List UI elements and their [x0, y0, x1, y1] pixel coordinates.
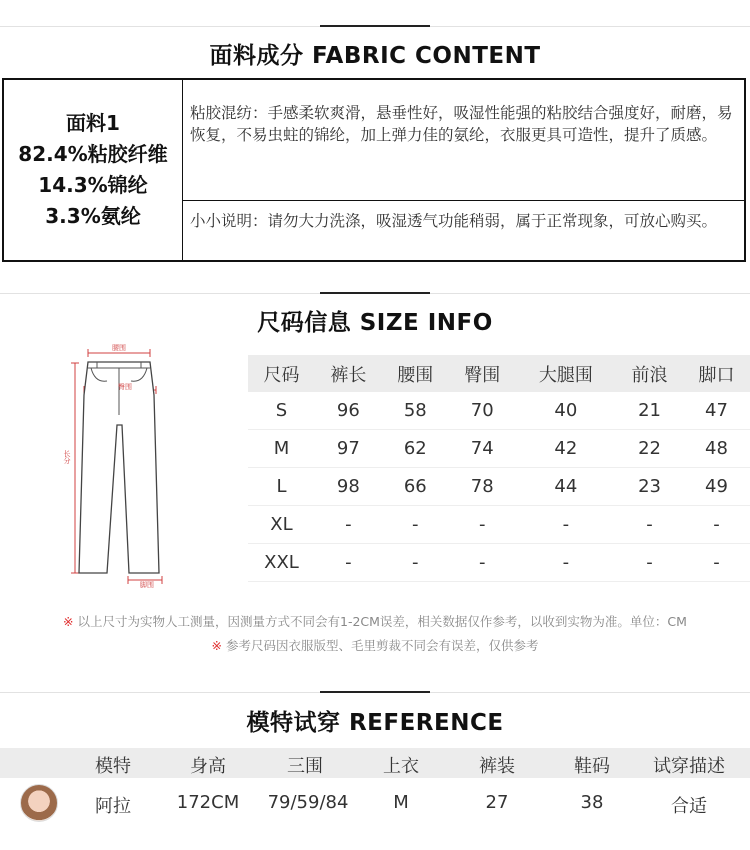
table-row	[248, 392, 750, 430]
ref-cell: 38	[580, 792, 604, 813]
ref-cell: 79/59/84	[267, 792, 349, 813]
size-note-2	[0, 636, 750, 654]
ref-cell: 合适	[671, 796, 707, 817]
size-cell: 78	[449, 468, 516, 506]
size-cell: -	[516, 544, 616, 582]
size-header-cell: 臀围	[449, 355, 516, 392]
size-cell: 62	[382, 430, 449, 468]
size-cell: -	[382, 544, 449, 582]
size-cell: -	[315, 544, 382, 582]
label-length: 长分	[63, 450, 71, 464]
fabric-comp-1: 82.4%粘胶纤维	[18, 142, 168, 166]
size-cell: 66	[382, 468, 449, 506]
reference-title: 模特试穿 REFERENCE	[246, 710, 504, 736]
fabric-comp-2: 14.3%锦纶	[38, 173, 148, 197]
title-accent-bar	[320, 25, 430, 27]
note-mark: ※	[63, 614, 74, 629]
size-note-1	[0, 612, 750, 630]
ref-cell: 阿拉	[95, 796, 131, 817]
size-table-header	[248, 355, 750, 392]
size-cell: 48	[683, 430, 750, 468]
size-cell: 44	[516, 468, 616, 506]
size-cell: XL	[248, 506, 315, 544]
ref-header-cell: 试穿描述	[653, 756, 725, 777]
size-header-cell: 脚口	[683, 355, 750, 392]
ref-header-cell: 三围	[287, 756, 323, 777]
ref-cell: 172CM	[176, 792, 240, 813]
table-row	[248, 544, 750, 582]
size-cell: 98	[315, 468, 382, 506]
ref-cell: 27	[485, 792, 509, 813]
label-waist: 腰围	[112, 344, 126, 352]
size-cell: 70	[449, 392, 516, 430]
fabric-table	[2, 78, 746, 262]
size-cell: 49	[683, 468, 750, 506]
note-mark: ※	[211, 638, 222, 653]
ref-header-cell: 身高	[190, 756, 226, 777]
size-cell: 97	[315, 430, 382, 468]
size-header-cell: 前浪	[616, 355, 683, 392]
size-header-cell: 裤长	[315, 355, 382, 392]
size-note-2-text: 参考尺码因衣服版型、毛里剪裁不同会有误差，仅供参考	[225, 638, 539, 653]
size-header-cell: 大腿围	[516, 355, 616, 392]
table-row	[248, 430, 750, 468]
fabric-description: 粘胶混纺：手感柔软爽滑，悬垂性好，吸湿性能强的粘胶结合强度好，耐磨，易恢复，不易虫蛀的锦纶，加上弹力佳的氨纶，衣服更具可造性，提升了质感。	[183, 80, 744, 201]
size-cell: -	[683, 506, 750, 544]
size-cell: -	[449, 544, 516, 582]
size-table	[248, 355, 750, 582]
size-cell: 23	[616, 468, 683, 506]
size-cell: -	[516, 506, 616, 544]
size-cell: 21	[616, 392, 683, 430]
size-cell: 22	[616, 430, 683, 468]
size-cell: S	[248, 392, 315, 430]
table-row	[248, 506, 750, 544]
reference-table-header	[0, 748, 750, 778]
size-header-cell: 腰围	[382, 355, 449, 392]
title-accent-bar	[320, 292, 430, 294]
fabric-comp-3: 3.3%氨纶	[45, 204, 141, 228]
ref-header-cell: 上衣	[383, 756, 419, 777]
size-cell: M	[248, 430, 315, 468]
table-row	[248, 468, 750, 506]
fabric-name: 面料1	[66, 111, 120, 135]
size-cell: L	[248, 468, 315, 506]
size-cell: 47	[683, 392, 750, 430]
title-accent-bar	[320, 691, 430, 693]
size-cell: 58	[382, 392, 449, 430]
size-cell: -	[616, 544, 683, 582]
size-cell: -	[315, 506, 382, 544]
size-cell: 74	[449, 430, 516, 468]
label-leg: 脚围	[140, 581, 154, 589]
size-cell: -	[382, 506, 449, 544]
size-cell: -	[449, 506, 516, 544]
size-cell: 42	[516, 430, 616, 468]
ref-header-cell: 鞋码	[574, 756, 610, 777]
ref-header-cell: 裤装	[479, 756, 515, 777]
size-cell: XXL	[248, 544, 315, 582]
ref-cell: M	[393, 792, 409, 813]
size-cell: 40	[516, 392, 616, 430]
fabric-note: 小小说明：请勿大力洗涤，吸湿透气功能稍弱，属于正常现象，可放心购买。	[190, 212, 718, 230]
fabric-composition	[4, 80, 183, 260]
size-cell: 96	[315, 392, 382, 430]
size-header-cell: 尺码	[248, 355, 315, 392]
pants-diagram	[55, 335, 185, 595]
label-hip: 臀围	[118, 383, 132, 391]
ref-header-cell: 模特	[95, 756, 131, 777]
size-note-1-text: 以上尺寸为实物人工测量，因测量方式不同会有1-2CM误差，相关数据仅作参考，以收到实物为准。单位：CM	[77, 614, 687, 629]
fabric-title: 面料成分 FABRIC CONTENT	[209, 43, 541, 69]
size-cell: -	[683, 544, 750, 582]
size-title: 尺码信息 SIZE INFO	[257, 310, 493, 336]
table-row	[0, 782, 750, 824]
size-cell: -	[616, 506, 683, 544]
